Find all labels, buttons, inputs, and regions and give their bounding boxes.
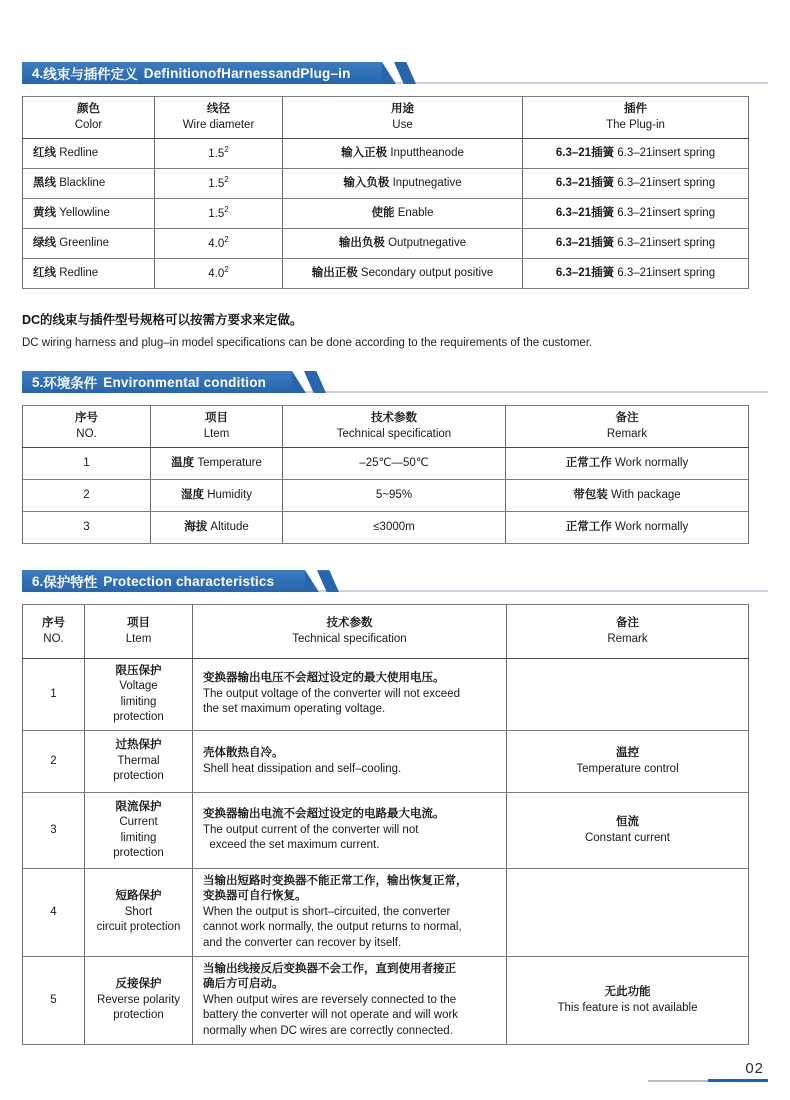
protection-cell-item — [85, 659, 193, 731]
harness-cell-diameter — [155, 169, 283, 199]
environment-cell-no: 3 — [23, 512, 151, 544]
page-number: 02 — [745, 1060, 764, 1077]
spec-en-line: When the output is short–circuited, the converter — [203, 905, 451, 918]
remark-cn: 恒流 — [616, 816, 639, 829]
environment-col-no — [23, 406, 151, 448]
header-en: Technical specification — [292, 632, 407, 645]
cell-cn: 带包装 — [573, 488, 608, 501]
item-en-line: protection — [113, 847, 164, 860]
protection-col-spec — [193, 605, 507, 659]
cell-en: Work normally — [614, 456, 689, 469]
header-cn: 序号 — [75, 412, 98, 425]
footer-rule-gray — [648, 1080, 708, 1082]
table-row — [23, 229, 749, 259]
protection-cell-remark — [507, 793, 749, 869]
cell-en: Temperature — [197, 456, 262, 469]
cell-cn: 湿度 — [181, 488, 205, 501]
cell-value: 4.0 — [208, 267, 225, 280]
header-en: Remark — [607, 632, 648, 645]
protection-col-item — [85, 605, 193, 659]
protection-cell-spec — [193, 793, 507, 869]
header-cn: 备注 — [615, 412, 639, 425]
header-cn: 颜色 — [77, 103, 100, 115]
spec-en-line: cannot work normally, the output returns to normal, — [203, 921, 462, 934]
protection-col-remark — [507, 605, 749, 659]
spec-en-line: normally when DC wires are correctly connected. — [203, 1024, 453, 1037]
table-row — [23, 169, 749, 199]
header-en: Ltem — [203, 427, 230, 440]
harness-cell-plug — [523, 169, 749, 199]
environment-cell-no: 1 — [23, 448, 151, 480]
cell-value: 1.5 — [208, 147, 225, 160]
harness-col-color — [23, 97, 155, 139]
harness-col-use — [283, 97, 523, 139]
protection-cell-spec — [193, 659, 507, 731]
cell-en: Inputtheanode — [390, 146, 464, 159]
environment-cell-remark — [506, 448, 749, 480]
harness-cell-diameter — [155, 139, 283, 169]
cell-en: 6.3–21insert spring — [617, 176, 716, 189]
cell-superscript: 2 — [224, 174, 229, 184]
footer-rule — [648, 1079, 768, 1082]
cell-value: 1.5 — [208, 207, 225, 220]
harness-cell-plug — [523, 229, 749, 259]
section-title-en-harness: DefinitionofHarnessandPlug–in — [143, 65, 351, 81]
cell-cn: 绿线 — [33, 236, 56, 249]
cell-cn: 使能 — [371, 206, 395, 219]
cell-cn: 输入负极 — [343, 176, 390, 189]
protection-table-header-row — [23, 605, 749, 659]
cell-superscript: 2 — [224, 264, 229, 274]
header-en: NO. — [76, 427, 97, 440]
harness-cell-use — [283, 169, 523, 199]
header-cn: 项目 — [127, 617, 150, 630]
harness-cell-plug — [523, 199, 749, 229]
protection-cell-remark — [507, 659, 749, 731]
cell-superscript: 2 — [224, 234, 229, 244]
spec-en-line: The output voltage of the converter will not exceed — [203, 687, 460, 700]
item-en-line: Short — [124, 905, 153, 918]
harness-note — [22, 310, 768, 349]
harness-cell-plug — [523, 139, 749, 169]
table-row — [23, 793, 749, 869]
harness-col-wire-diameter — [155, 97, 283, 139]
section-banner-harness — [22, 62, 768, 84]
section-title-en-protection: Protection characteristics — [103, 573, 275, 589]
item-en-line: limiting — [120, 831, 157, 844]
environment-col-remark — [506, 406, 749, 448]
section-banner-bar-harness — [22, 62, 382, 84]
spec-en-line: Shell heat dissipation and self–cooling. — [203, 762, 402, 775]
header-cn: 线径 — [207, 103, 230, 115]
protection-cell-item — [85, 869, 193, 957]
remark-cn: 无此功能 — [604, 986, 651, 999]
environment-cell-spec: –25℃—50℃ — [283, 448, 506, 480]
protection-cell-no: 4 — [23, 869, 85, 957]
cell-en: With package — [611, 488, 681, 501]
protection-cell-remark — [507, 957, 749, 1045]
spec-en-line: The output current of the converter will not — [203, 823, 419, 836]
banner-chevron-icon-environment — [304, 371, 326, 393]
harness-cell-diameter — [155, 199, 283, 229]
section-number-protection: 6. — [32, 573, 44, 589]
header-en: The Plug-in — [606, 118, 665, 131]
spec-cn-line: 当输出线接反后变换器不会工作，直到使用者接正 — [203, 962, 456, 975]
table-row — [23, 259, 749, 289]
cell-en: Yellowline — [59, 206, 110, 219]
environment-cell-remark — [506, 512, 749, 544]
environment-col-spec — [283, 406, 506, 448]
cell-en: Work normally — [614, 520, 689, 533]
item-cn: 限压保护 — [115, 664, 162, 677]
environment-cell-no: 2 — [23, 480, 151, 512]
environment-table-header-row — [23, 406, 749, 448]
banner-tail-icon — [382, 62, 396, 84]
section-banner-bar-protection — [22, 570, 305, 592]
protection-cell-item — [85, 957, 193, 1045]
protection-cell-spec — [193, 957, 507, 1045]
section-number-environment: 5. — [32, 374, 44, 390]
spec-cn-line: 当输出短路时变换器不能正常工作，输出恢复正常， — [203, 874, 468, 887]
harness-cell-diameter — [155, 229, 283, 259]
cell-en: Greenline — [59, 236, 110, 249]
environment-table — [22, 405, 749, 544]
harness-table — [22, 96, 749, 289]
cell-en: Redline — [59, 266, 99, 279]
spec-en-line: exceed the set maximum current. — [203, 839, 380, 852]
protection-col-no — [23, 605, 85, 659]
header-cn: 序号 — [42, 617, 65, 630]
header-cn: 项目 — [205, 412, 228, 425]
item-cn: 反接保护 — [115, 978, 162, 991]
remark-en: Temperature control — [576, 762, 679, 775]
item-cn: 过热保护 — [115, 739, 162, 752]
item-en-line: Voltage — [119, 680, 158, 693]
cell-cn: 黄线 — [33, 206, 56, 219]
header-cn: 用途 — [391, 103, 414, 115]
cell-cn: 温度 — [171, 456, 195, 469]
harness-cell-color — [23, 139, 155, 169]
environment-cell-spec: 5~95% — [283, 480, 506, 512]
header-cn: 备注 — [616, 617, 639, 630]
header-cn: 技术参数 — [326, 617, 373, 630]
protection-cell-remark — [507, 731, 749, 793]
environment-col-item — [151, 406, 283, 448]
item-en-line: limiting — [120, 695, 157, 708]
cell-cn: 输出正极 — [311, 266, 358, 279]
header-cn: 技术参数 — [371, 412, 417, 425]
item-en-line: Current — [119, 816, 158, 829]
cell-cn: 6.3–21插簧 — [555, 206, 615, 219]
spec-cn-line: 壳体散热自冷。 — [203, 747, 284, 760]
header-en: Wire diameter — [182, 118, 255, 131]
table-row — [23, 512, 749, 544]
environment-cell-item — [151, 480, 283, 512]
cell-en: 6.3–21insert spring — [617, 236, 716, 249]
spec-en-line: battery the converter will not operate and will work — [203, 1009, 459, 1022]
header-en: Color — [74, 118, 103, 131]
cell-en: Blackline — [59, 176, 106, 189]
table-row — [23, 731, 749, 793]
harness-cell-use — [283, 259, 523, 289]
cell-cn: 海拔 — [184, 520, 208, 533]
banner-tail-icon — [292, 371, 306, 393]
cell-cn: 输入正极 — [341, 146, 388, 159]
cell-superscript: 2 — [224, 204, 229, 214]
cell-cn: 黑线 — [33, 176, 56, 189]
cell-cn: 输出负极 — [338, 236, 385, 249]
item-en-line: Thermal — [117, 754, 160, 767]
item-cn: 短路保护 — [115, 890, 162, 903]
cell-en: Secondary output positive — [360, 266, 494, 279]
spec-en-line: When output wires are reversely connected to the — [203, 993, 457, 1006]
header-en: Use — [392, 118, 413, 131]
protection-cell-no: 5 — [23, 957, 85, 1045]
cell-cn: 6.3–21插簧 — [555, 236, 615, 249]
cell-cn: 6.3–21插簧 — [555, 176, 615, 189]
harness-cell-plug — [523, 259, 749, 289]
item-en-line: circuit protection — [96, 921, 181, 934]
banner-chevron-icon-protection — [317, 570, 339, 592]
page-footer — [648, 1061, 768, 1082]
harness-col-plug-in — [523, 97, 749, 139]
harness-cell-use — [283, 229, 523, 259]
table-row — [23, 659, 749, 731]
cell-en: Altitude — [210, 520, 249, 533]
footer-rule-blue — [708, 1079, 768, 1082]
harness-cell-color — [23, 229, 155, 259]
table-row — [23, 139, 749, 169]
environment-cell-remark — [506, 480, 749, 512]
section-title-cn-harness: 线束与插件定义 — [43, 67, 138, 82]
banner-tail-icon — [305, 570, 319, 592]
cell-cn: 正常工作 — [565, 456, 612, 469]
protection-cell-remark — [507, 869, 749, 957]
harness-cell-color — [23, 259, 155, 289]
cell-en: Redline — [59, 146, 99, 159]
header-cn: 插件 — [624, 103, 647, 115]
section-banner-environment — [22, 371, 768, 393]
harness-cell-color — [23, 169, 155, 199]
cell-en: 6.3–21insert spring — [617, 146, 716, 159]
protection-cell-spec — [193, 731, 507, 793]
header-en: Technical specification — [336, 427, 452, 440]
cell-superscript: 2 — [224, 144, 229, 154]
section-title-en-environment: Environmental condition — [103, 374, 267, 390]
protection-cell-no: 1 — [23, 659, 85, 731]
cell-cn: 正常工作 — [565, 520, 612, 533]
harness-cell-use — [283, 199, 523, 229]
remark-cn: 温控 — [616, 747, 639, 760]
table-row — [23, 480, 749, 512]
section-banner-bar-environment — [22, 371, 292, 393]
harness-note-en: DC wiring harness and plug–in model specifications can be done according to the requirements of the customer. — [22, 337, 593, 350]
remark-en: This feature is not available — [557, 1001, 698, 1014]
harness-note-cn: DC的线束与插件型号规格可以按需方要求来定做。 — [22, 313, 303, 328]
protection-cell-item — [85, 793, 193, 869]
table-row — [23, 448, 749, 480]
table-row — [23, 957, 749, 1045]
item-en-line: Reverse polarity — [96, 993, 181, 1006]
cell-value: 4.0 — [208, 237, 225, 250]
environment-cell-item — [151, 512, 283, 544]
item-cn: 限流保护 — [115, 800, 162, 813]
cell-en: Humidity — [207, 488, 252, 501]
harness-table-header-row — [23, 97, 749, 139]
protection-cell-no: 2 — [23, 731, 85, 793]
harness-cell-color — [23, 199, 155, 229]
protection-cell-item — [85, 731, 193, 793]
spec-en-line: the set maximum operating voltage. — [203, 703, 386, 716]
section-title-cn-protection: 保护特性 — [43, 575, 98, 591]
item-en-line: protection — [113, 1009, 164, 1022]
header-en: Ltem — [125, 632, 152, 645]
harness-cell-use — [283, 139, 523, 169]
protection-cell-spec — [193, 869, 507, 957]
cell-en: 6.3–21insert spring — [617, 266, 716, 279]
cell-en: 6.3–21insert spring — [617, 206, 716, 219]
item-en-line: protection — [113, 770, 164, 783]
section-number-harness: 4. — [32, 65, 44, 81]
remark-en: Constant current — [584, 831, 670, 844]
protection-table — [22, 604, 749, 1045]
spec-cn-line: 变换器输出电压不会超过设定的最大使用电压。 — [203, 672, 445, 685]
section-title-cn-environment: 环境条件 — [43, 376, 98, 392]
environment-cell-item — [151, 448, 283, 480]
spec-en-line: and the converter can recover by itself. — [203, 936, 402, 949]
cell-cn: 6.3–21插簧 — [555, 146, 615, 159]
cell-value: 1.5 — [208, 177, 225, 190]
spec-cn-line: 确后方可启动。 — [203, 978, 284, 991]
spec-cn-line: 变换器可自行恢复。 — [203, 890, 307, 903]
cell-en: Enable — [397, 206, 434, 219]
cell-cn: 6.3–21插簧 — [555, 266, 615, 279]
header-en: Remark — [606, 427, 648, 440]
banner-chevron-icon-harness — [394, 62, 416, 84]
cell-cn: 红线 — [33, 146, 56, 159]
cell-en: Outputnegative — [388, 236, 467, 249]
cell-en: Inputnegative — [392, 176, 462, 189]
table-row — [23, 869, 749, 957]
protection-cell-no: 3 — [23, 793, 85, 869]
header-en: NO. — [43, 632, 64, 645]
section-banner-protection — [22, 570, 768, 592]
spec-cn-line: 变换器输出电流不会超过设定的电路最大电流。 — [203, 808, 445, 821]
environment-cell-spec: ≤3000m — [283, 512, 506, 544]
item-en-line: protection — [113, 711, 164, 724]
table-row — [23, 199, 749, 229]
harness-cell-diameter — [155, 259, 283, 289]
cell-cn: 红线 — [33, 266, 56, 279]
